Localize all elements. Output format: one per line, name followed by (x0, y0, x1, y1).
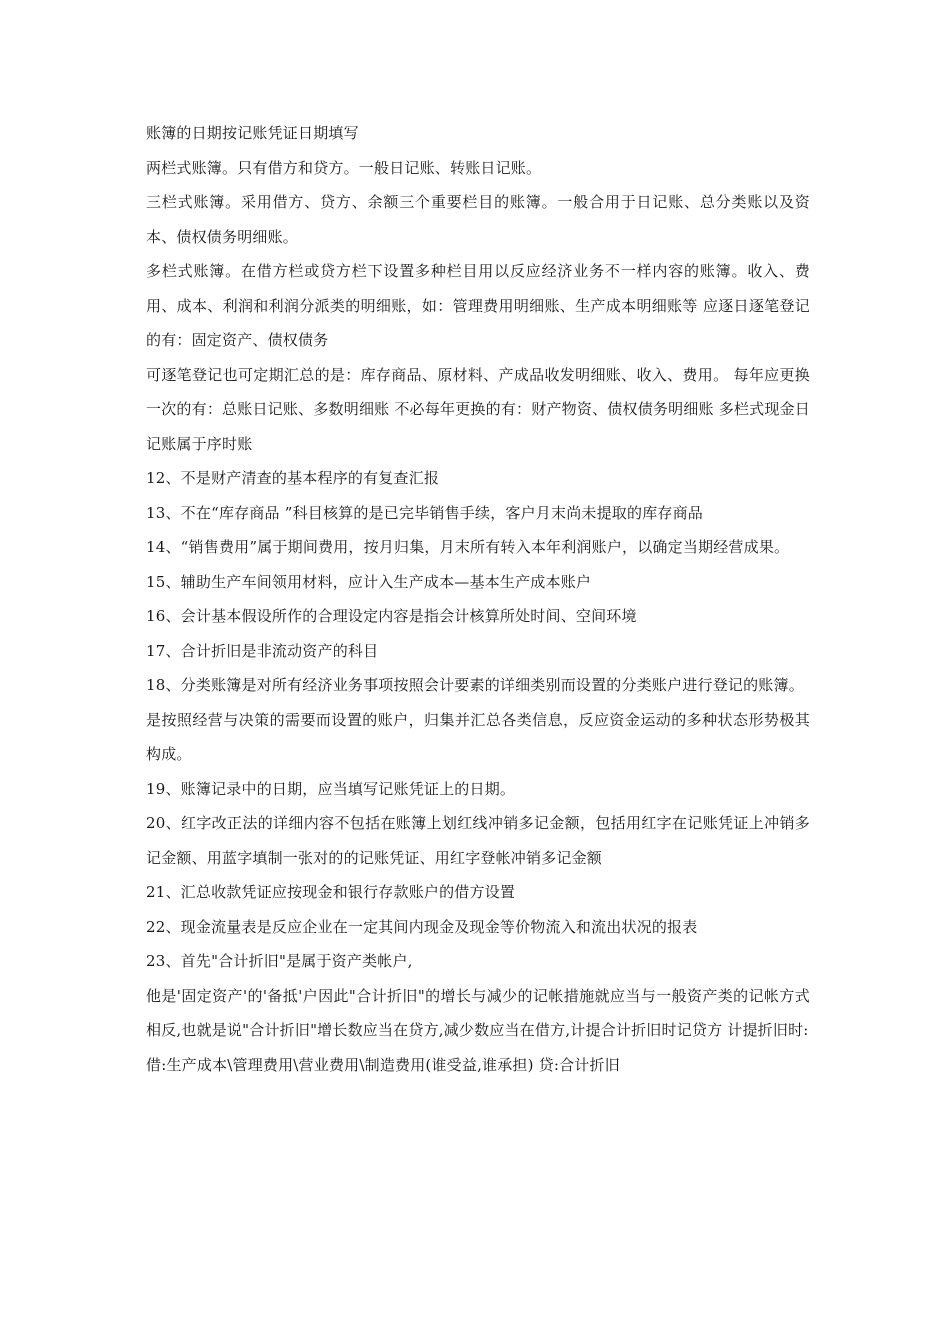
paragraph: 16、会计基本假设所作的合理设定内容是指会计核算所处时间、空间环境 (146, 607, 637, 625)
paragraph: 可逐笔登记也可定期汇总的是：库存商品、原材料、产成品收发明细账、收入、费用。 每年应更换一次的有：总账日记账、多数明细账 不必每年更换的有：财产物资、债权债务明细账 多栏式现金日记账属于序时账 (146, 365, 810, 453)
paragraph: 23、首先"合计折旧"是属于资产类帐户, (146, 952, 413, 970)
paragraph: 13、不在“库存商品 ”科目核算的是已完毕销售手续，客户月末尚未提取的库存商品 (146, 503, 703, 522)
paragraph: 22、现金流量表是反应企业在一定其间内现金及现金等价物流入和流出状况的报表 (146, 917, 698, 936)
paragraph: 19、账簿记录中的日期，应当填写记账凭证上的日期。 (146, 779, 516, 798)
paragraph: 账簿的日期按记账凭证日期填写 (146, 124, 359, 142)
paragraph: 借:生产成本\管理费用\营业费用\制造费用(谁受益,谁承担) 贷:合计折旧 (146, 1055, 620, 1074)
paragraph: 两栏式账簿。只有借方和贷方。一般日记账、转账日记账。 (146, 158, 542, 177)
paragraph: 12、不是财产清查的基本程序的有复查汇报 (146, 469, 440, 487)
paragraph: 14、“销售费用”属于期间费用，按月归集，月末所有转入本年利润账户，以确定当期经营成果。 (146, 538, 790, 556)
paragraph: 多栏式账簿。在借方栏或贷方栏下设置多种栏目用以反应经济业务不一样内容的账簿。收入、费用、成本、利润和利润分派类的明细账，如：管理费用明细账、生产成本明细账等 应逐日逐笔登记的有：固定资产、债权债务 (146, 262, 810, 349)
paragraph: 三栏式账簿。采用借方、贷方、余额三个重要栏目的账簿。一般合用于日记账、总分类账以及资本、债权债务明细账。 (146, 193, 810, 246)
paragraph: 他是'固定资产'的'备抵'户因此"合计折旧"的增长与减少的记帐措施就应当与一般资产类的记帐方式相反,也就是说"合计折旧"增长数应当在贷方,减少数应当在借方,计提合计折旧时记贷方 计提折旧时: (146, 986, 810, 1039)
paragraph: 15、辅助生产车间领用材料，应计入生产成本—基本生产成本账户 (146, 572, 592, 591)
document-body (146, 120, 810, 1082)
paragraph: 是按照经营与决策的需要而设置的账户，归集并汇总各类信息，反应资金运动的多种状态形势极其构成。 (146, 710, 810, 763)
paragraph: 17、合计折旧是非流动资产的科目 (146, 641, 379, 660)
paragraph: 18、分类账簿是对所有经济业务事项按照会计要素的详细类别而设置的分类账户进行登记的账簿。 (146, 676, 804, 694)
paragraph: 21、汇总收款凭证应按现金和银行存款账户的借方设置 (146, 883, 516, 901)
paragraph: 20、红字改正法的详细内容不包括在账簿上划红线冲销多记金额，包括用红字在记账凭证上冲销多记金额、用蓝字填制一张对的的记账凭证、用红字登帐冲销多记金额 (146, 814, 810, 867)
